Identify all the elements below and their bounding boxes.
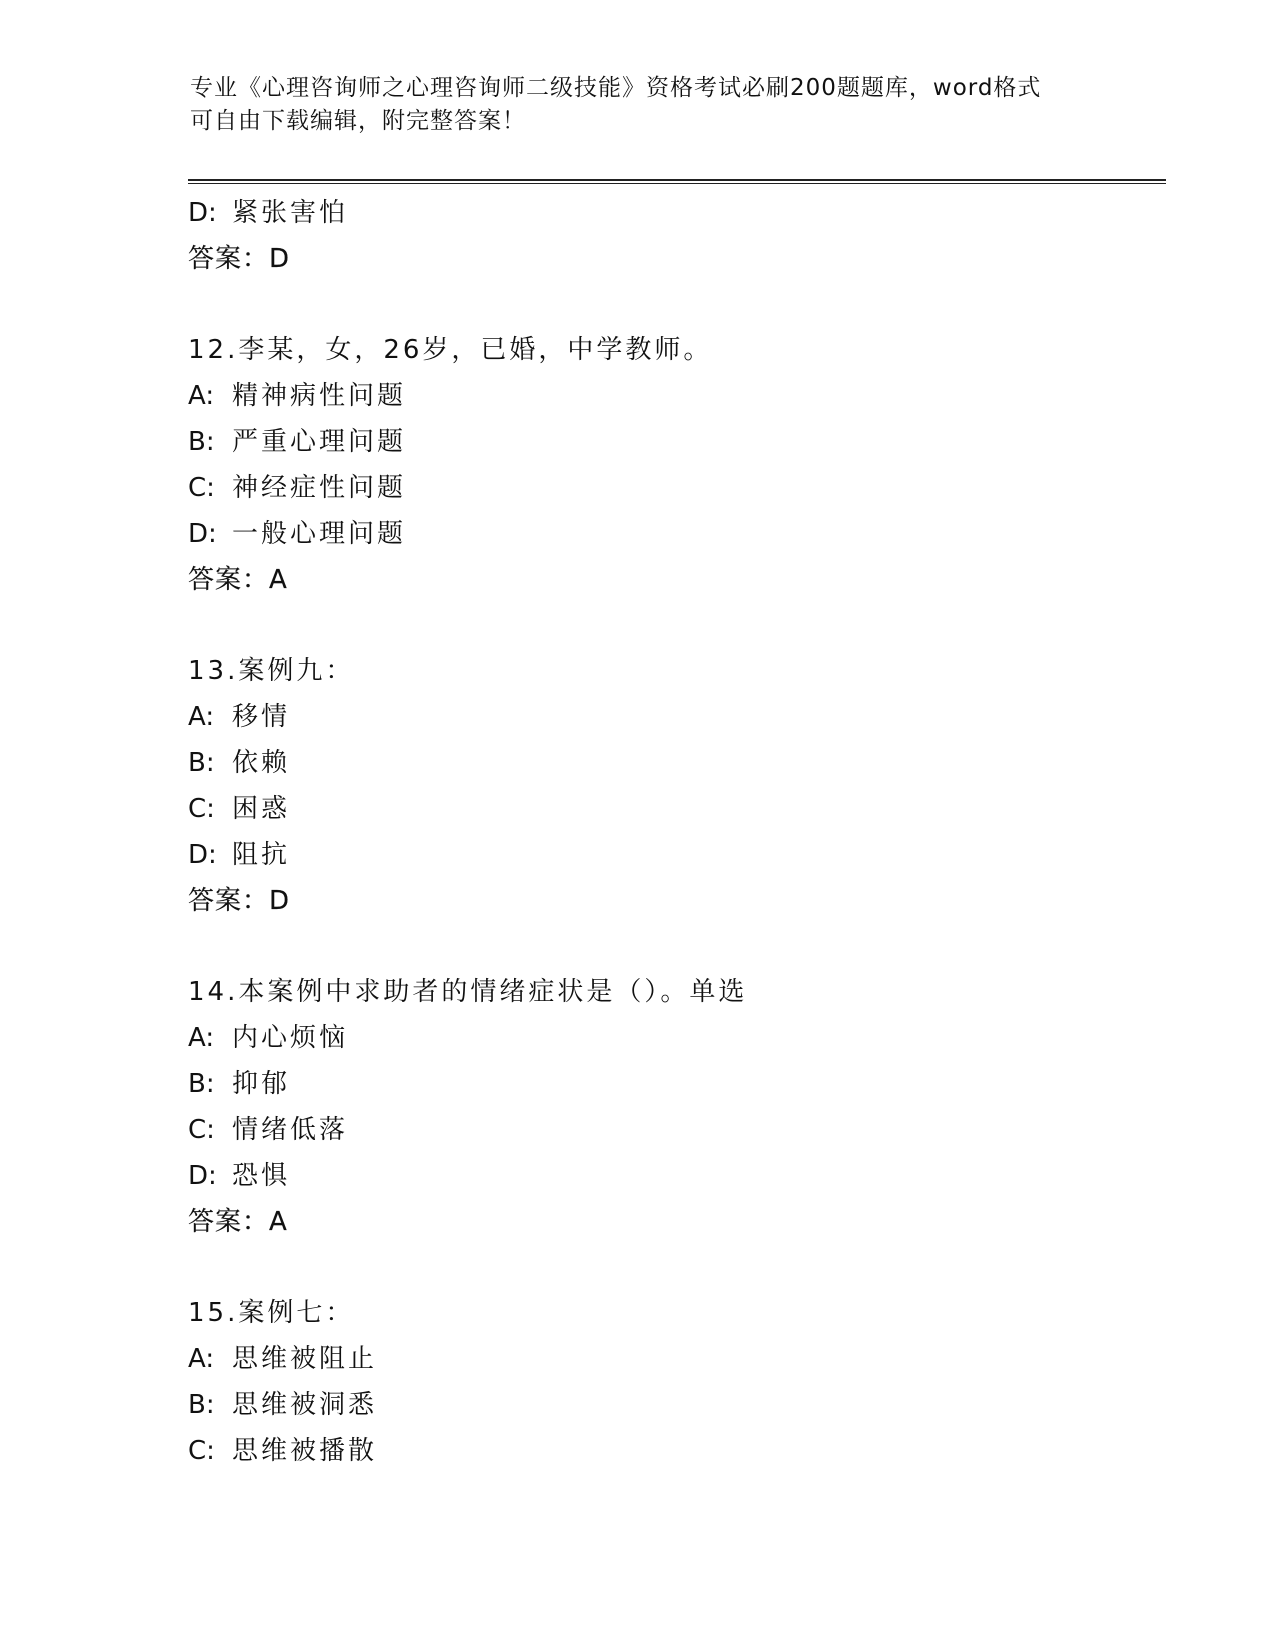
option-item bbox=[188, 465, 1148, 511]
option-item bbox=[188, 1336, 1148, 1382]
answer-line: 答案：D bbox=[188, 886, 291, 916]
option-letter: B: bbox=[188, 748, 215, 778]
option-letter: C: bbox=[188, 794, 215, 824]
option-letter: C: bbox=[188, 1115, 215, 1145]
option-letter: C: bbox=[188, 1436, 215, 1466]
option-text: 情绪低落 bbox=[232, 1115, 349, 1145]
question-text: 12.李某，女，26岁，已婚，中学教师。 bbox=[188, 335, 713, 365]
header-divider-thin bbox=[188, 183, 1166, 184]
option-letter: B: bbox=[188, 1069, 215, 1099]
question-block bbox=[188, 1290, 1148, 1474]
answer-line: 答案：D bbox=[188, 244, 291, 274]
header-line-1: 专业《心理咨询师之心理咨询师二级技能》资格考试必刷200题题库，word格式 bbox=[190, 75, 1042, 101]
question-text: 14.本案例中求助者的情绪症状是（）。单选 bbox=[188, 977, 748, 1007]
header-line-2: 可自由下载编辑，附完整答案！ bbox=[190, 108, 526, 134]
option-item bbox=[188, 511, 1148, 557]
option-text: 思维被洞悉 bbox=[232, 1390, 378, 1420]
block-spacer bbox=[188, 1245, 1148, 1290]
option-text: 思维被播散 bbox=[232, 1436, 378, 1466]
option-letter: B: bbox=[188, 1390, 215, 1420]
option-letter: D: bbox=[188, 198, 217, 228]
option-text: 精神病性问题 bbox=[232, 381, 407, 411]
document-header bbox=[190, 72, 1090, 138]
option-text: 移情 bbox=[232, 702, 291, 732]
option-text: 抑郁 bbox=[232, 1069, 291, 1099]
block-spacer bbox=[188, 282, 1148, 327]
option-item bbox=[188, 740, 1148, 786]
option-text: 困惑 bbox=[232, 794, 291, 824]
option-item bbox=[188, 190, 1148, 236]
option-text: 严重心理问题 bbox=[232, 427, 407, 457]
question-text: 13.案例九： bbox=[188, 656, 355, 686]
option-letter: C: bbox=[188, 473, 215, 503]
option-letter: B: bbox=[188, 427, 215, 457]
option-letter: D: bbox=[188, 840, 217, 870]
question-block bbox=[188, 969, 1148, 1245]
option-text: 紧张害怕 bbox=[232, 198, 349, 228]
option-item bbox=[188, 1428, 1148, 1474]
answer-line: 答案：A bbox=[188, 565, 288, 595]
option-text: 一般心理问题 bbox=[232, 519, 407, 549]
option-letter: D: bbox=[188, 1161, 217, 1191]
option-letter: A: bbox=[188, 1344, 215, 1374]
block-spacer bbox=[188, 924, 1148, 969]
option-item bbox=[188, 373, 1148, 419]
option-item bbox=[188, 1015, 1148, 1061]
option-item bbox=[188, 1107, 1148, 1153]
option-letter: A: bbox=[188, 702, 215, 732]
question-block bbox=[188, 648, 1148, 924]
question-block bbox=[188, 327, 1148, 603]
option-item bbox=[188, 1153, 1148, 1199]
question-block bbox=[188, 190, 1148, 282]
option-letter: A: bbox=[188, 1023, 215, 1053]
option-item bbox=[188, 1061, 1148, 1107]
option-letter: A: bbox=[188, 381, 215, 411]
option-text: 阻抗 bbox=[232, 840, 291, 870]
header-divider-thick bbox=[188, 179, 1166, 181]
option-item bbox=[188, 694, 1148, 740]
question-list bbox=[188, 190, 1148, 1474]
option-letter: D: bbox=[188, 519, 217, 549]
option-text: 神经症性问题 bbox=[232, 473, 407, 503]
answer-line: 答案：A bbox=[188, 1207, 288, 1237]
option-text: 内心烦恼 bbox=[232, 1023, 349, 1053]
option-item bbox=[188, 786, 1148, 832]
block-spacer bbox=[188, 603, 1148, 648]
option-text: 恐惧 bbox=[232, 1161, 291, 1191]
option-item bbox=[188, 832, 1148, 878]
option-item bbox=[188, 1382, 1148, 1428]
option-text: 依赖 bbox=[232, 748, 291, 778]
question-text: 15.案例七： bbox=[188, 1298, 355, 1328]
option-item bbox=[188, 419, 1148, 465]
option-text: 思维被阻止 bbox=[232, 1344, 378, 1374]
